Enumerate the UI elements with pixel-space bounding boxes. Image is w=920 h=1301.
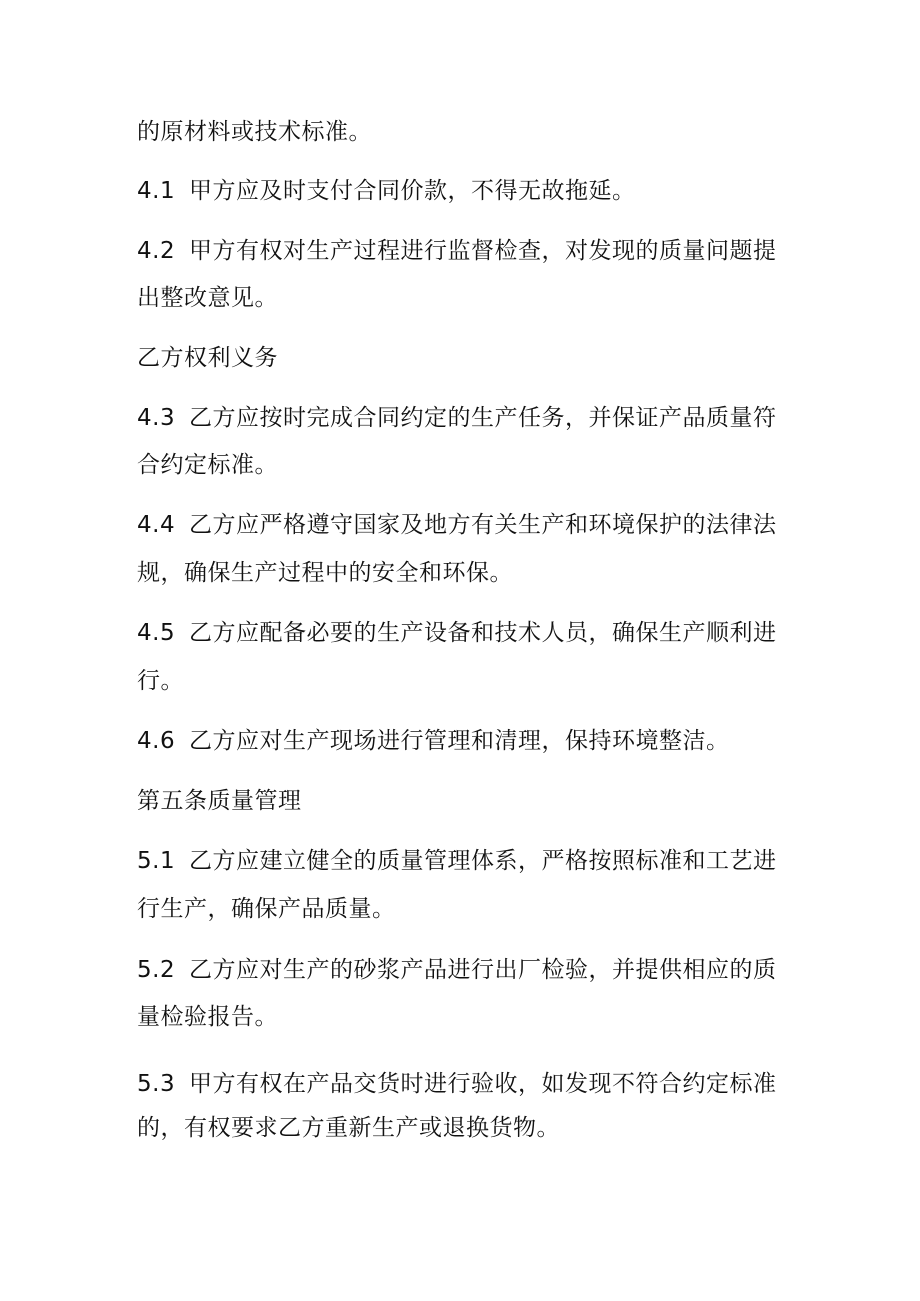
clause-text: 行。 bbox=[137, 668, 184, 694]
clause-text: 出整改意见。 bbox=[137, 285, 278, 311]
clause-text: 乙方应严格遵守国家及地方有关生产和环境保护的法律法 bbox=[189, 512, 777, 538]
clause-5-1 bbox=[137, 846, 787, 876]
clause-number: 4.6 bbox=[137, 728, 176, 754]
clause-number: 4.3 bbox=[137, 405, 176, 431]
clause-number: 5.2 bbox=[137, 957, 176, 983]
clause-text: 规，确保生产过程中的安全和环保。 bbox=[137, 560, 513, 586]
clause-text: 乙方应对生产现场进行管理和清理，保持环境整洁。 bbox=[189, 728, 730, 754]
clause-number: 4.2 bbox=[137, 238, 176, 264]
clause-5-3-continuation bbox=[137, 1113, 787, 1143]
clause-number: 4.1 bbox=[137, 178, 176, 204]
clause-text: 甲方有权在产品交货时进行验收，如发现不符合约定标准 bbox=[189, 1071, 777, 1097]
clause-4-4-continuation bbox=[137, 558, 787, 588]
clause-number: 4.4 bbox=[137, 512, 176, 538]
heading-text: 乙方权利义务 bbox=[137, 345, 278, 371]
clause-text: 乙方应对生产的砂浆产品进行出厂检验，并提供相应的质 bbox=[189, 957, 777, 983]
clause-4-2 bbox=[137, 236, 787, 266]
clause-4-5-continuation bbox=[137, 666, 787, 696]
clause-text: 甲方应及时支付合同价款，不得无故拖延。 bbox=[189, 178, 636, 204]
section-heading bbox=[137, 343, 787, 373]
clause-5-2-continuation bbox=[137, 1002, 787, 1032]
paragraph-line bbox=[137, 117, 787, 147]
clause-text: 乙方应按时完成合同约定的生产任务，并保证产品质量符 bbox=[189, 405, 777, 431]
clause-4-3-continuation bbox=[137, 450, 787, 480]
clause-4-6 bbox=[137, 726, 787, 756]
clause-5-1-continuation bbox=[137, 894, 787, 924]
article-heading bbox=[137, 786, 787, 816]
clause-text: 的，有权要求乙方重新生产或退换货物。 bbox=[137, 1115, 560, 1141]
clause-text: 甲方有权对生产过程进行监督检查，对发现的质量问题提 bbox=[189, 238, 777, 264]
heading-text: 第五条质量管理 bbox=[137, 788, 302, 814]
paragraph-text: 的原材料或技术标准。 bbox=[137, 119, 372, 145]
clause-5-2 bbox=[137, 955, 787, 985]
clause-text: 量检验报告。 bbox=[137, 1004, 278, 1030]
clause-4-4 bbox=[137, 510, 787, 540]
clause-4-3 bbox=[137, 403, 787, 433]
clause-number: 4.5 bbox=[137, 620, 176, 646]
clause-number: 5.1 bbox=[137, 848, 176, 874]
clause-4-5 bbox=[137, 618, 787, 648]
clause-4-1 bbox=[137, 176, 787, 206]
clause-text: 合约定标准。 bbox=[137, 452, 278, 478]
clause-4-2-continuation bbox=[137, 283, 787, 313]
clause-text: 乙方应配备必要的生产设备和技术人员，确保生产顺利进 bbox=[189, 620, 777, 646]
clause-5-3 bbox=[137, 1069, 787, 1099]
clause-number: 5.3 bbox=[137, 1071, 176, 1097]
clause-text: 乙方应建立健全的质量管理体系，严格按照标准和工艺进 bbox=[189, 848, 777, 874]
clause-text: 行生产，确保产品质量。 bbox=[137, 896, 396, 922]
